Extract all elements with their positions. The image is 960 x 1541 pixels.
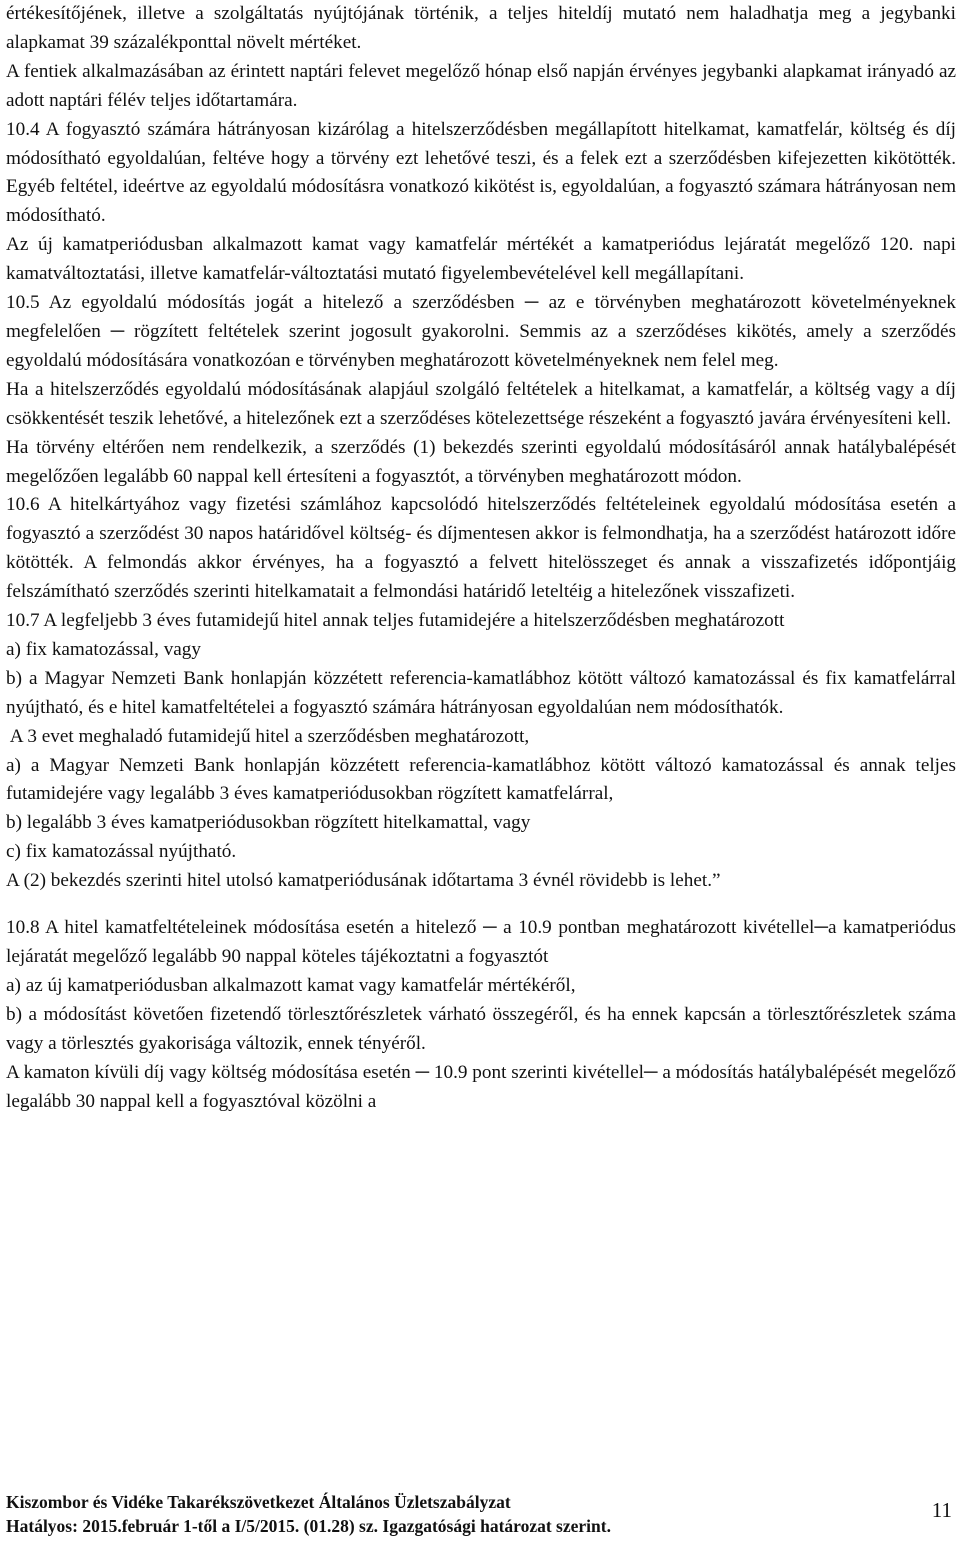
list-item: b) a Magyar Nemzeti Bank honlapján közzétett referencia-kamatlábhoz kötött változó kamatozással és fix kamatfelárral nyújtható, és e hitel kamatfeltételei a fogyasztó számára hátrányosan egyoldalúan nem módosíthatók. — [6, 667, 956, 718]
paragraph: 10.7 A legfeljebb 3 éves futamidejű hitel annak teljes futamidejére a hitelszerződésben meghatározott — [6, 610, 785, 632]
footer-title: Kiszombor és Vidéke Takarékszövetkezet Általános Üzletszabályzat — [6, 1492, 511, 1512]
page-number: 11 — [931, 1498, 952, 1522]
paragraph: A fentiek alkalmazásában az érintett naptári felevet megelőző hónap első napján érvényes jegybanki alapkamat irányadó az adott naptári félév teljes időtartamára. — [6, 60, 956, 111]
paragraph: A (2) bekezdés szerinti hitel utolsó kamatperiódusának időtartama 3 évnél rövidebb is lehet.” — [6, 870, 721, 892]
paragraph: 10.6 A hitelkártyához vagy fizetési számlához kapcsolódó hitelszerződés feltételeinek egyoldalú módosítása esetén a fogyasztó a szerződést 30 napos határidővel költség- és díjmentesen akkor is felmondhatja, ha a szerződést határozott időre kötötték. A felmondás akkor érvényes, ha a fogyasztó a felvett hitelösszeget és annak a visszafizetés időpontjáig felszámítható szerződés szerinti hitelkamatait a felmondási határidő leteltéig a hitelezőnek visszafizeti. — [6, 494, 956, 603]
list-item: a) az új kamatperiódusban alkalmazott kamat vagy kamatfelár mértékéről, — [6, 974, 576, 996]
paragraph: Ha a hitelszerződés egyoldalú módosításának alapjául szolgáló feltételek a hitelkamat, a kamatfelár, a költség vagy a díj csökkentését teszik lehetővé, a hitelezőnek ezt a szerződéses kötelezettsége részeként a fogyasztó javára érvényesíteni kell. — [6, 378, 956, 429]
paragraph: 10.8 A hitel kamatfeltételeinek módosítása esetén a hitelező ─ a 10.9 pontban meghatározott kivétellel─a kamatperiódus lejáratát megelőző legalább 90 nappal köteles tájékoztatni a fogyasztót — [6, 917, 956, 967]
paragraph: A 3 evet meghaladó futamidejű hitel a szerződésben meghatározott, — [6, 725, 530, 747]
page-footer — [6, 1490, 956, 1540]
spacer — [6, 896, 956, 914]
document-body — [6, 0, 956, 1116]
list-item: b) legalább 3 éves kamatperiódusokban rögzített hitelkamattal, vagy — [6, 812, 531, 834]
paragraph: értékesítőjének, illetve a szolgáltatás nyújtójának történik, a teljes hiteldíj mutató nem haladhatja meg a jegybanki alapkamat 39 százalékponttal növelt mértéket. — [6, 3, 956, 53]
list-item: b) a módosítást követően fizetendő törlesztőrészletek várható összegéről, és ha ennek kapcsán a törlesztőrészletek száma vagy a törlesztés gyakorisága változik, ennek tényéről. — [6, 1003, 956, 1054]
list-item: a) fix kamatozással, vagy — [6, 638, 201, 660]
paragraph: Az új kamatperiódusban alkalmazott kamat vagy kamatfelár mértékét a kamatperiódus lejáratát megelőző 120. napi kamatváltoztatási, illetve kamatfelár-változtatási mutató figyelembevételével kell megállapítani. — [6, 234, 956, 285]
paragraph: Ha törvény eltérően nem rendelkezik, a szerződés (1) bekezdés szerinti egyoldalú módosításáról annak hatálybalépését megelőzően legalább 60 nappal kell értesíteni a fogyasztót, a törvényben meghatározott módon. — [6, 436, 956, 487]
footer-validity: Hatályos: 2015.február 1-től a I/5/2015. (01.28) sz. Igazgatósági határozat szerint. — [6, 1516, 611, 1536]
paragraph: 10.5 Az egyoldalú módosítás jogát a hitelező a szerződésben ─ az e törvényben meghatározott követelményeknek megfelelően ─ rögzített feltételek szerint jogosult gyakorolni. Semmis az a szerződéses kikötés, amely a szerződés egyoldalú módosítására vonatkozóan e törvényben meghatározott követelményeknek nem felel meg. — [6, 292, 956, 371]
paragraph: 10.4 A fogyasztó számára hátrányosan kizárólag a hitelszerződésben megállapított hitelkamat, kamatfelár, költség és díj módosítható egyoldalúan, feltéve hogy a törvény ezt lehetővé teszi, és a felek ezt a szerződésben kifejezetten kikötötték. Egyéb feltétel, ideértve az egyoldalú módosításra vonatkozó kikötést is, egyoldalúan, a fogyasztó számara hátrányosan nem módosítható. — [6, 118, 956, 227]
paragraph: A kamaton kívüli díj vagy költség módosítása esetén ─ 10.9 pont szerinti kivétellel─ a módosítás hatálybalépését megelőző legalább 30 nappal kell a fogyasztóval közölni a — [6, 1061, 956, 1112]
list-item: a) a Magyar Nemzeti Bank honlapján közzétett referencia-kamatlábhoz kötött változó kamatozással és annak teljes futamidejére vagy legalább 3 éves kamatperiódusokban rögzített kamatfelárral, — [6, 754, 956, 805]
list-item: c) fix kamatozással nyújtható. — [6, 841, 237, 863]
